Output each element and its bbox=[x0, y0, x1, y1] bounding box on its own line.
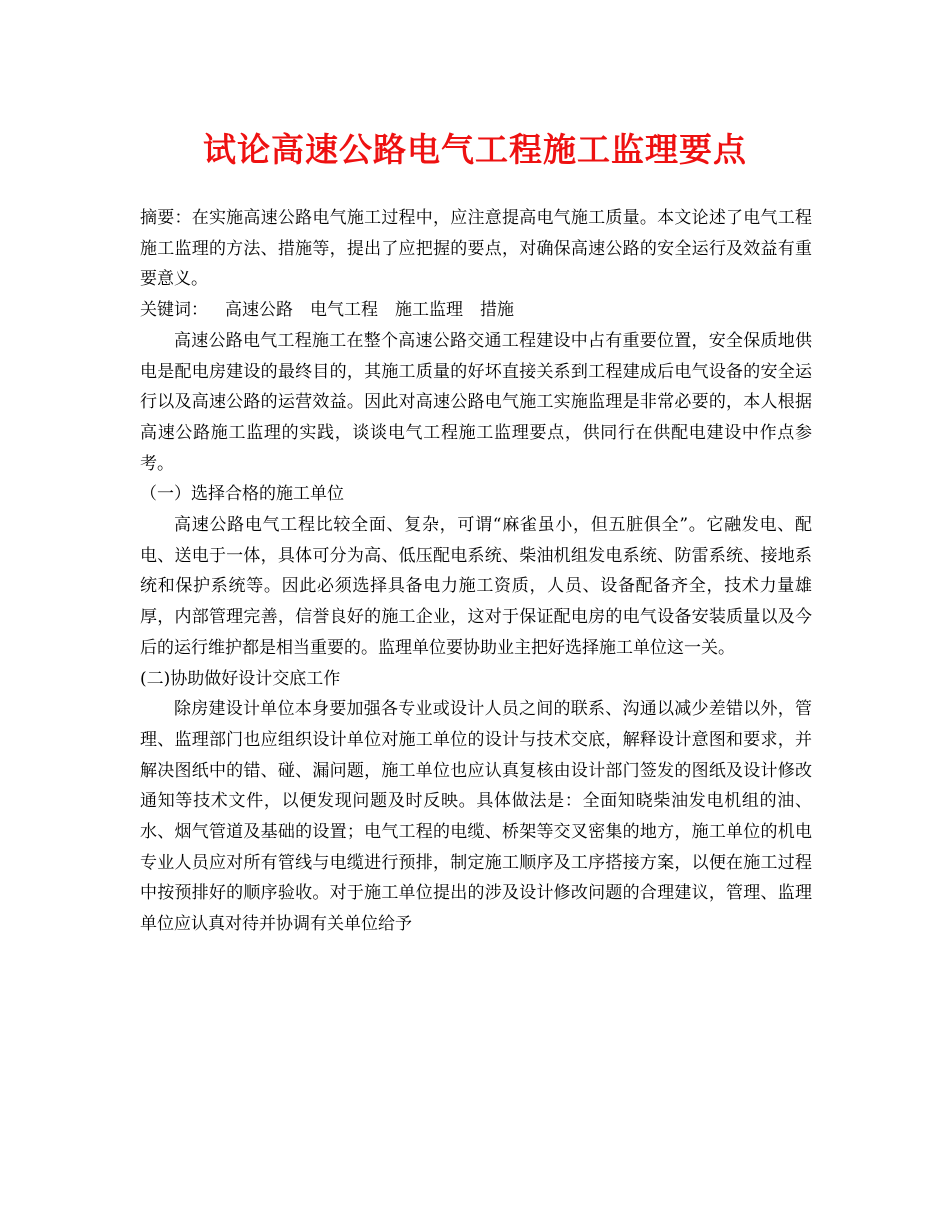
section-2-heading: (二)协助做好设计交底工作 bbox=[140, 668, 341, 689]
document-body bbox=[140, 203, 812, 940]
keyword-item: 电气工程 bbox=[310, 300, 378, 321]
section-1-heading: （一）选择合格的施工单位 bbox=[140, 484, 344, 505]
keyword-item: 施工监理 bbox=[395, 300, 463, 321]
intro-paragraph: 高速公路电气工程施工在整个高速公路交通工程建设中占有重要位置，安全保质地供电是配电房建设的最终目的，其施工质量的好坏直接关系到工程建成后电气设备的安全运行以及高速公路的运营效益。因此对高速公路电气施工实施监理是非常必要的，本人根据高速公路施工监理的实践，谈谈电气工程施工监理要点，供同行在供配电建设中作点参考。 bbox=[140, 330, 812, 474]
abstract-paragraph: 摘要：在实施高速公路电气施工过程中，应注意提高电气施工质量。本文论述了电气工程施工监理的方法、措施等，提出了应把握的要点，对确保高速公路的安全运行及效益有重要意义。 bbox=[140, 208, 812, 290]
section-1-paragraph: 高速公路电气工程比较全面、复杂，可谓“麻雀虽小，但五脏俱全”。它融发电、配电、送电于一体，具体可分为高、低压配电系统、柴油机组发电系统、防雷系统、接地系统和保护系统等。因此必须选择具备电力施工资质，人员、设备配备齐全，技术力量雄厚，内部管理完善，信誉良好的施工企业，这对于保证配电房的电气设备安装质量以及今后的运行维护都是相当重要的。监理单位要协助业主把好选择施工单位这一关。 bbox=[140, 515, 812, 658]
keyword-item: 措施 bbox=[480, 300, 514, 321]
keywords-label: 关键词： bbox=[140, 300, 208, 321]
keywords-line bbox=[140, 295, 812, 326]
keyword-item: 高速公路 bbox=[225, 300, 293, 321]
section-2-paragraph: 除房建设计单位本身要加强各专业或设计人员之间的联系、沟通以减少差错以外，管理、监理部门也应组织设计单位对施工单位的设计与技术交底，解释设计意图和要求，并解决图纸中的错、碰、漏问题，施工单位也应认真复核由设计部门签发的图纸及设计修改通知等技术文件，以便发现问题及时反映。具体做法是：全面知晓柴油发电机组的油、水、烟气管道及基础的设置；电气工程的电缆、桥架等交叉密集的地方，施工单位的机电专业人员应对所有管线与电缆进行预排，制定施工顺序及工序搭接方案，以便在施工过程中按预排好的顺序验收。对于施工单位提出的涉及设计修改问题的合理建议，管理、监理单位应认真对待并协调有关单位给予 bbox=[140, 699, 812, 935]
document-title: 试论高速公路电气工程施工监理要点 bbox=[203, 130, 747, 169]
